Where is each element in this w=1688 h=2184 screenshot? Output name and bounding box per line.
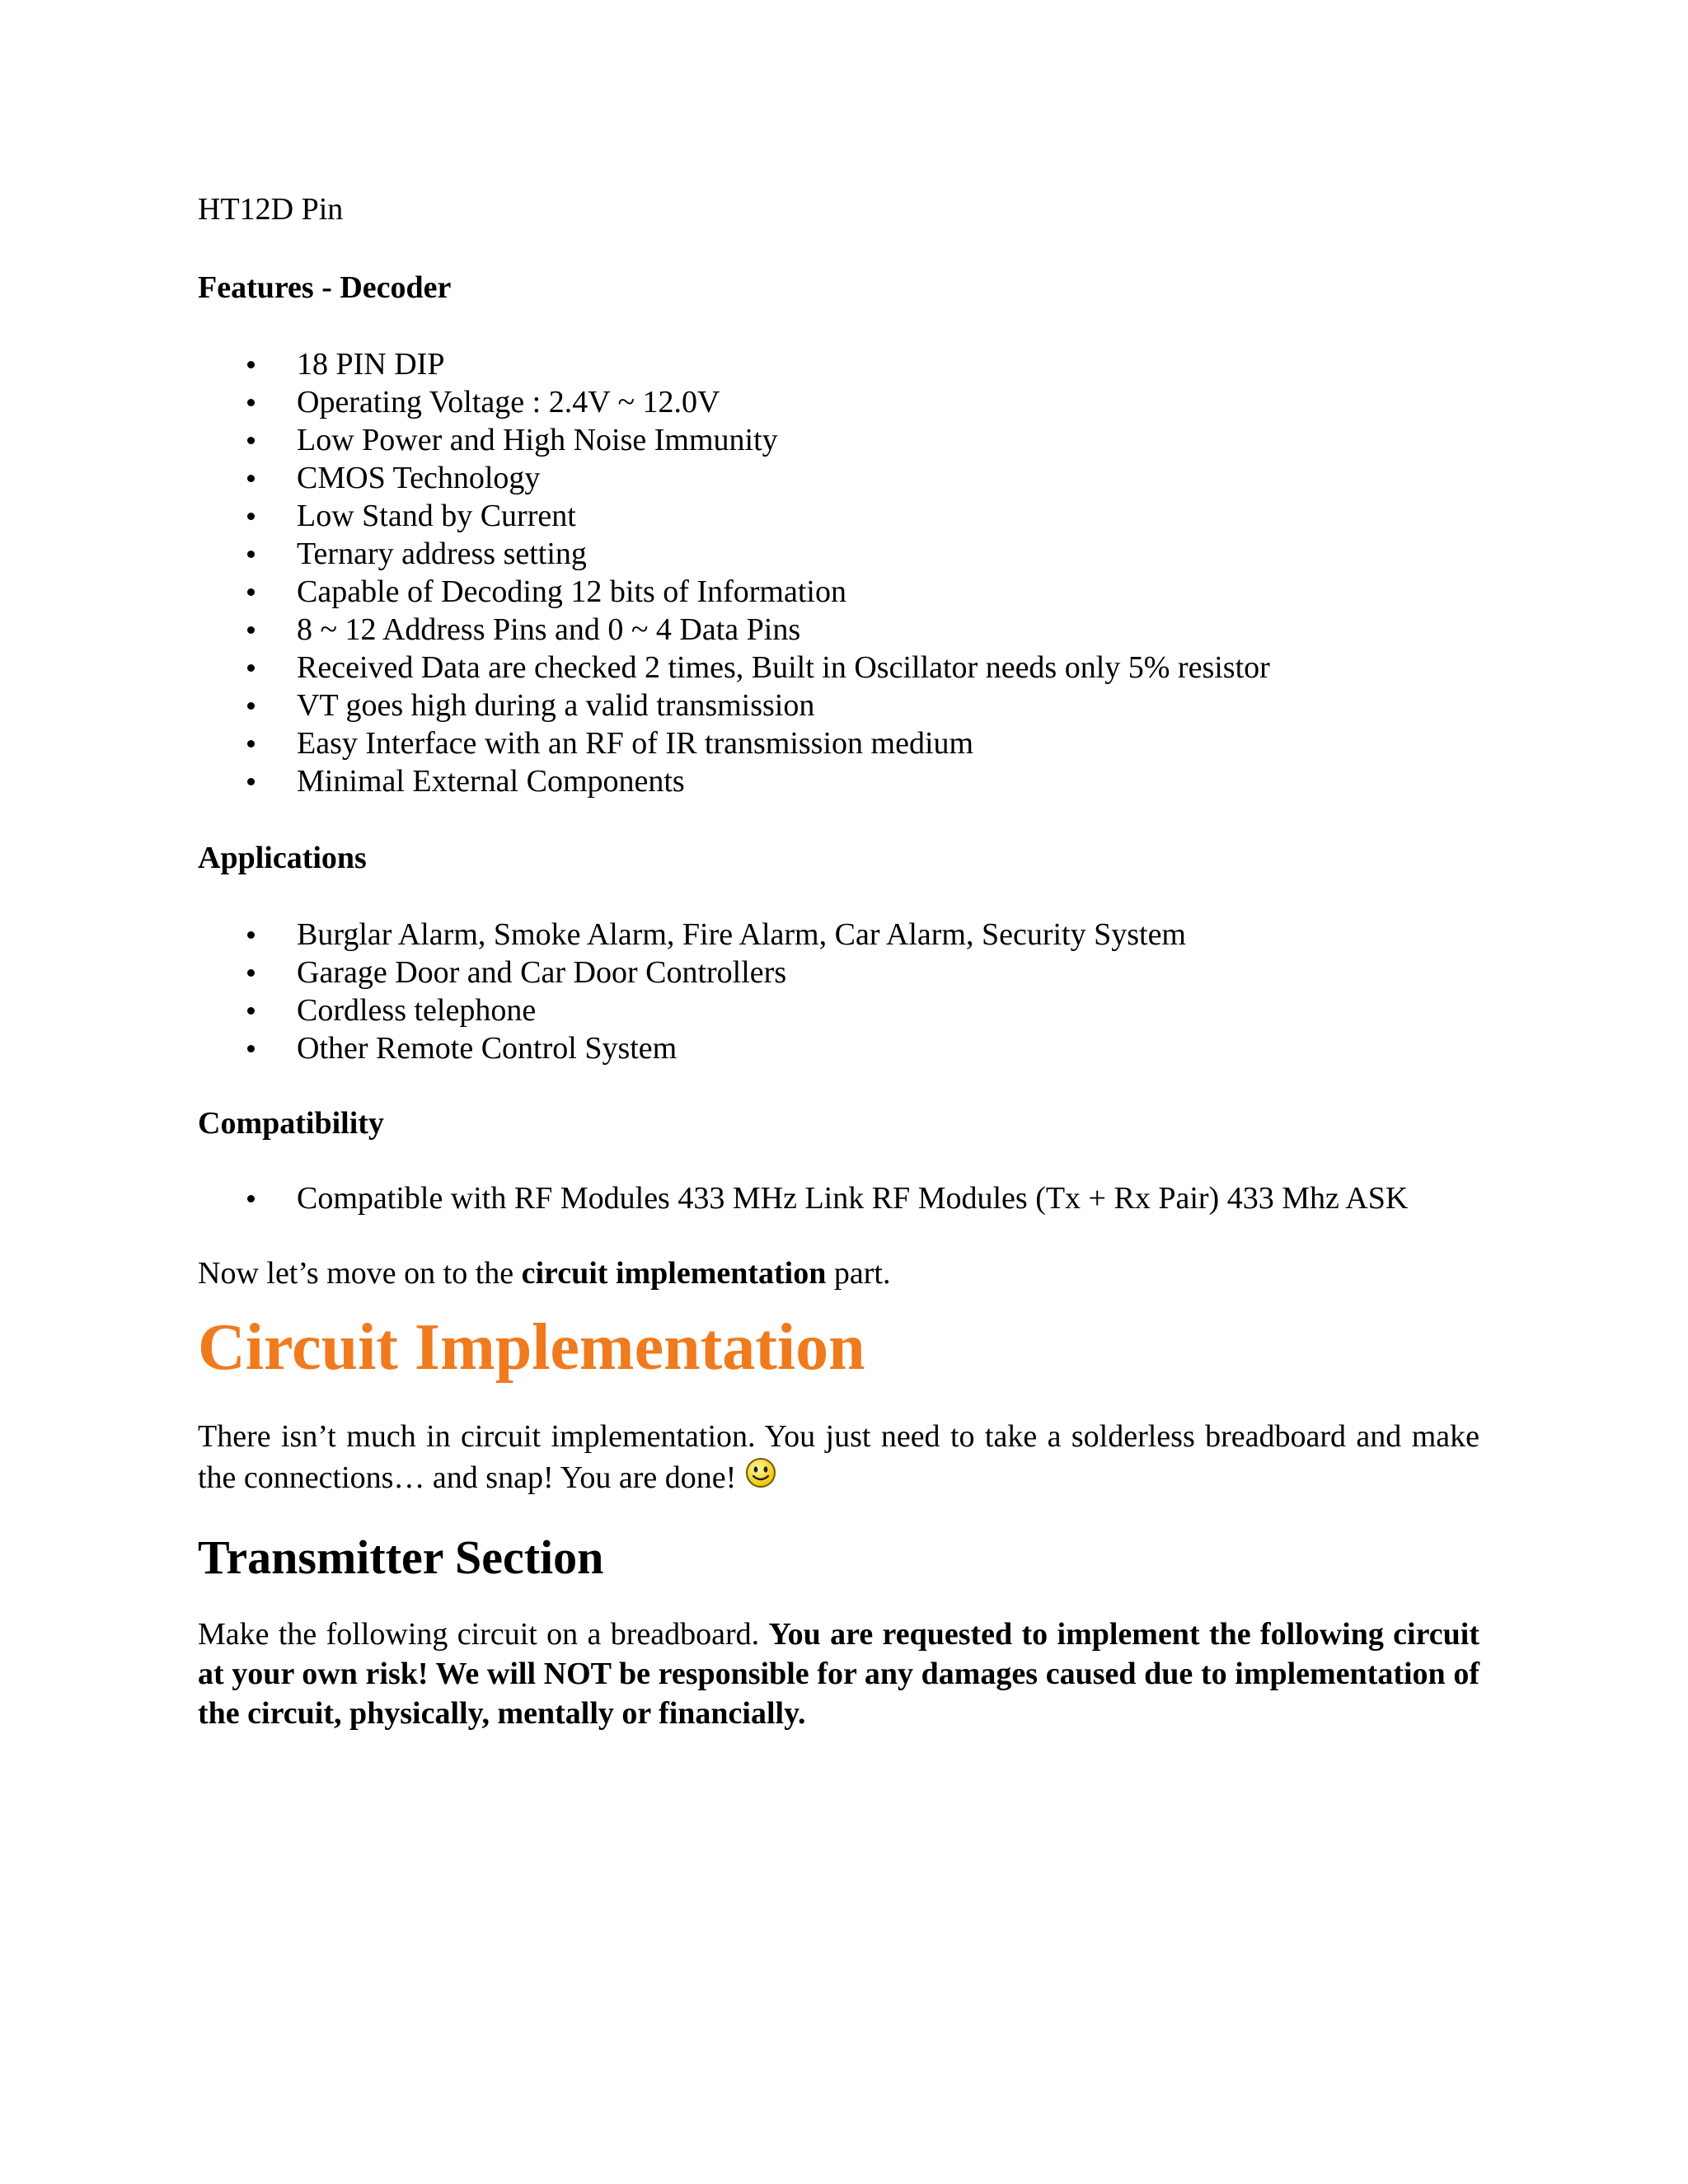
bullet-icon bbox=[247, 437, 255, 444]
transmitter-section-heading: Transmitter Section bbox=[198, 1530, 604, 1584]
smiley-face-icon bbox=[744, 1456, 777, 1499]
bullet-icon bbox=[247, 1007, 255, 1015]
list-item: CMOS Technology bbox=[198, 459, 1479, 497]
list-item: VT goes high during a valid transmission bbox=[198, 687, 1479, 724]
list-item: 8 ~ 12 Address Pins and 0 ~ 4 Data Pins bbox=[198, 611, 1479, 649]
bullet-icon bbox=[247, 931, 255, 939]
list-item: Low Stand by Current bbox=[198, 497, 1479, 535]
applications-list bbox=[198, 916, 1479, 1067]
bullet-icon bbox=[247, 1045, 255, 1052]
list-item: Garage Door and Car Door Controllers bbox=[198, 954, 1479, 991]
compatibility-heading: Compatibility bbox=[198, 1106, 384, 1141]
bullet-icon bbox=[247, 702, 255, 710]
bullet-icon bbox=[247, 361, 255, 368]
circuit-implementation-heading: Circuit Implementation bbox=[198, 1311, 865, 1384]
bullet-icon bbox=[247, 740, 255, 748]
features-list bbox=[198, 345, 1479, 800]
bullet-icon bbox=[247, 513, 255, 520]
list-item: Cordless telephone bbox=[198, 991, 1479, 1029]
list-item: Ternary address setting bbox=[198, 535, 1479, 573]
list-item: Low Power and High Noise Immunity bbox=[198, 421, 1479, 459]
list-item: Other Remote Control System bbox=[198, 1029, 1479, 1067]
bullet-icon bbox=[247, 664, 255, 672]
bullet-icon bbox=[247, 778, 255, 785]
transmitter-paragraph: Make the following circuit on a breadboard. You are requested to implement the following circuit at your own risk! We will NOT be responsible for any damages caused due to implementation of the circuit, physically, mentally or financially. bbox=[198, 1617, 1479, 1731]
bullet-icon bbox=[247, 969, 255, 977]
features-heading: Features - Decoder bbox=[198, 270, 452, 305]
list-item: 18 PIN DIP bbox=[198, 345, 1479, 383]
compatibility-list bbox=[198, 1179, 1479, 1217]
list-item: Burglar Alarm, Smoke Alarm, Fire Alarm, Car Alarm, Security System bbox=[198, 916, 1479, 954]
applications-heading: Applications bbox=[198, 841, 367, 875]
bullet-icon bbox=[247, 551, 255, 558]
list-item: Received Data are checked 2 times, Built in Oscillator needs only 5% resistor bbox=[198, 649, 1479, 687]
bullet-icon bbox=[247, 626, 255, 634]
list-item: Minimal External Components bbox=[198, 762, 1479, 800]
title-line: HT12D Pin bbox=[198, 192, 344, 227]
bullet-icon bbox=[247, 1195, 255, 1202]
bullet-icon bbox=[247, 475, 255, 482]
list-item: Capable of Decoding 12 bits of Information bbox=[198, 573, 1479, 611]
circuit-paragraph: There isn’t much in circuit implementation. You just need to take a solderless breadboard and make the connections… and snap! You are done! bbox=[198, 1417, 1479, 1499]
bullet-icon bbox=[247, 399, 255, 406]
list-item: Easy Interface with an RF of IR transmission medium bbox=[198, 724, 1479, 762]
document-page bbox=[198, 190, 1479, 1733]
moveon-paragraph: Now let’s move on to the circuit implementation part. bbox=[198, 1256, 891, 1291]
bullet-icon bbox=[247, 588, 255, 596]
list-item: Operating Voltage : 2.4V ~ 12.0V bbox=[198, 383, 1479, 421]
list-item: Compatible with RF Modules 433 MHz Link RF Modules (Tx + Rx Pair) 433 Mhz ASK bbox=[198, 1179, 1479, 1217]
